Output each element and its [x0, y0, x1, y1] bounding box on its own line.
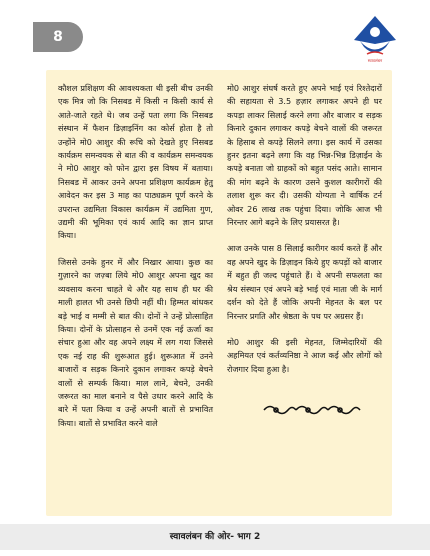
page-number: 8 — [53, 29, 63, 45]
right-paragraph-3: मो0 आशुर की इसी मेहनत, जिम्मेदारियों की अहमियत एवं कर्तव्यनिष्ठा ने आज कई और लोगों को रोजगार दिया हुआ है। — [227, 336, 382, 374]
left-paragraph-2: जिससे उनके हुनर में और निखार आया। कुछ का गुज़ारने का जज़्बा लिये मो0 आशुर अपना खुद का व्यवसाय करना चाहते थे और यह साथ ही घर की माली हालत भी उनसे छिपी नहीं थी। हिम्मत बांधकर बड़े भाई व मम्मी से बात की। दोनों ने उन्हें प्रोत्साहित किया। दोनों के प्रोत्साहन से उनमें एक नई ऊर्जा का संचार हुआ और वह अपने लक्ष्य में लग गया जिससे एक नई राह की शुरूआत हुई। शुरूआत में उनने बाजारों व सड़क किनारे दुकान लगाकर कपड़े बेचने वालों से सम्पर्क किया। माल लाने, बेचने, उनकी जरूरत का माल बनाने व पैसे उधार करने आदि के बारे में पता किया व उन्हें अपनी बातों से प्रभावित किया। बातों से प्रभावित करने वाले — [58, 256, 213, 428]
page-number-badge — [33, 22, 83, 52]
left-column — [58, 82, 213, 443]
right-column — [227, 82, 382, 389]
footer-title: स्वावलंबन की ओर- भाग 2 — [169, 532, 261, 542]
logo-caption: स्वावलंबन — [367, 58, 383, 63]
decorative-ornament-icon — [262, 403, 362, 417]
right-paragraph-1: मो0 आशुर संघर्ष करते हुए अपने भाई एवं रिश्तेदारों की सहायता से 3.5 हज़ार लगाकर अपने ही घर कपड़ा लाकर सिलाई करने लगा और बाजार व सड़क किनारे दुकान लगाकर कपड़े बेचने वालों की जरूरत के हिसाब से कपड़े सिलने लगा। इस कार्य में उसका हुनर इतना बढ़ने लगा कि वह भिन्न-भिन्न डिज़ाईन के कपड़े बनाता जो ग्राहकों को बहुत पसंद आते। सामान की मांग बढ़ने के कारण उसने कुशल कारीगरों की तलाश शुरू कर दी। उसकी योग्यता ने वार्षिक टर्न ओवर 26 लाख तक पहुंचा दिया। जोकि आज भी निरन्तर आगे बढ़ने के लिए प्रयासरत है। — [227, 83, 382, 228]
left-paragraph-1: कौशल प्रशिक्षण की आवश्यकता थी इसी बीच उनकी एक मित्र जो कि निसबड में किसी न किसी कार्य से आते-जाते रहते थे। जब उन्हें पता लगा कि निसबड संस्थान में फैशन डिज़ाइनिंग का कोर्स होता है तो उन्होंने मो0 आशुर की रूचि को देखते हुए निसबड कार्यक्रम समन्वयक से बात की व कार्यक्रम समन्वयक ने मो0 आशुर को फोन द्वारा इस विषय में बताया। निसबड में आकर उनने अपना प्रशिक्षण कार्यक्रम हेतु आवेदन कर इस 3 माह का पाठ्यक्रम पूर्ण करने के उपरान्त उद्यमिता विकास कार्यक्रम में उद्यमिता गुण, उद्यमी की भूमिका एवं कार्य आदि का ज्ञान प्राप्त किया। — [58, 83, 213, 241]
right-paragraph-2: आज उनके पास 8 सिलाई कारीगर कार्य करते हैं और वह अपने खुद के डिज़ाइन किये हुए कपड़ों को बाजार में बहुत ही जल्द पहुंचाते हैं। वे अपनी सफलता का श्रेय संस्थान एवं अपने बड़े भाई एवं माता जी के मार्ग दर्शन को देते हैं जोकि अपनी मेहनत के बल पर निरन्तर प्रगति और श्रेष्ठता के पथ पर अग्रसर हैं। — [227, 243, 382, 321]
